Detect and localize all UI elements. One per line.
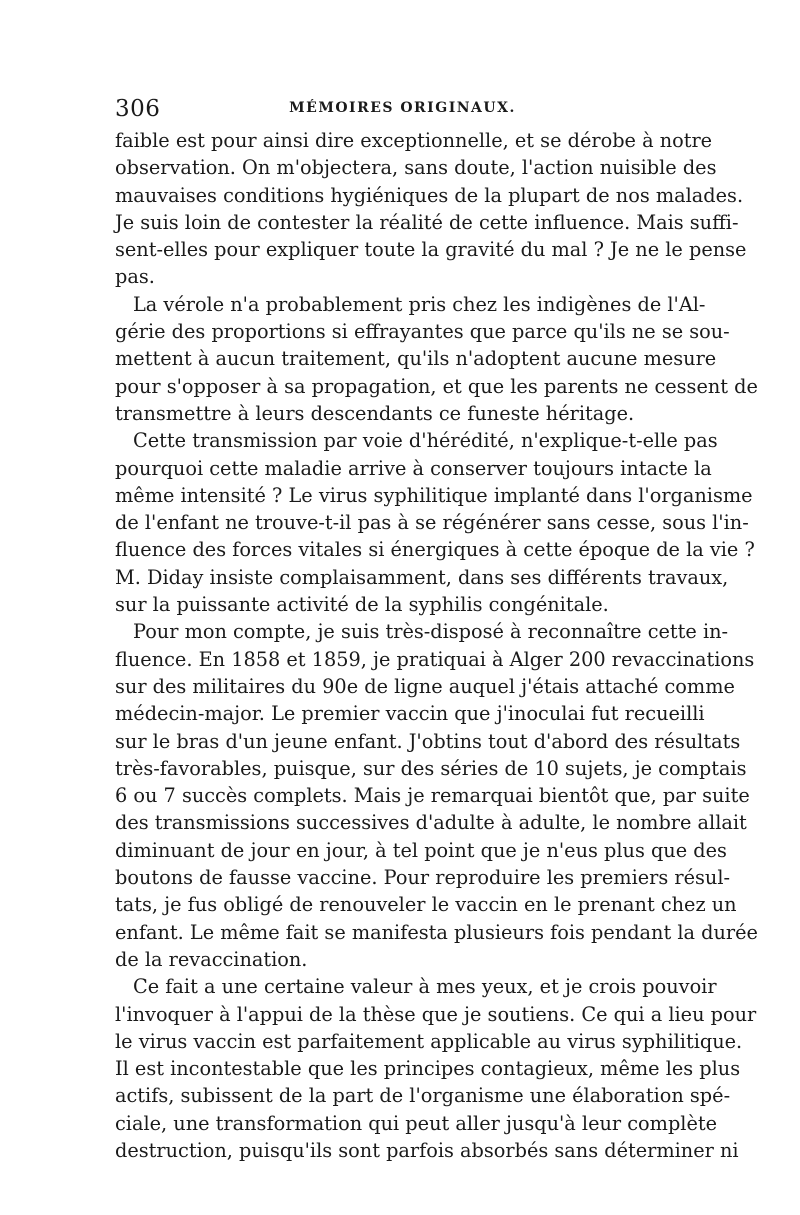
- text-line: de l'enfant ne trouve-t-il pas à se régénérer sans cesse, sous l'in-: [115, 511, 749, 535]
- text-line: pour s'opposer à sa propagation, et que les parents ne cessent de: [115, 374, 758, 398]
- text-line: de la revaccination.: [115, 947, 308, 971]
- text-line: Pour mon compte, je suis très-disposé à reconnaître cette in-: [133, 620, 729, 644]
- text-line: très-favorables, puisque, sur des séries de 10 sujets, je comptais: [115, 756, 747, 780]
- text-line: pas.: [115, 265, 155, 289]
- text-line: sur la puissante activité de la syphilis congénitale.: [115, 593, 609, 617]
- text-line: fluence. En 1858 et 1859, je pratiquai à Alger 200 revaccinations: [115, 647, 755, 671]
- text-line: diminuant de jour en jour, à tel point que je n'eus plus que des: [115, 838, 727, 862]
- page-number: 306: [115, 96, 161, 122]
- text-line: gérie des proportions si effrayantes que parce qu'ils ne se sou-: [115, 320, 730, 344]
- text-line: faible est pour ainsi dire exceptionnelle, et se dérobe à notre: [115, 129, 713, 152]
- text-line: destruction, puisqu'ils sont parfois absorbés sans déterminer ni: [115, 1138, 739, 1162]
- text-line: transmettre à leurs descendants ce funeste héritage.: [115, 401, 635, 425]
- text-line: pourquoi cette maladie arrive à conserver toujours intacte la: [115, 456, 712, 480]
- text-line: sur des militaires du 90e de ligne auquel j'étais attaché comme: [115, 674, 735, 698]
- text-line: fluence des forces vitales si énergiques à cette époque de la vie ?: [115, 538, 755, 562]
- text-line: ciale, une transformation qui peut aller jusqu'à leur complète: [115, 1111, 718, 1135]
- text-line: 6 ou 7 succès complets. Mais je remarquai bientôt que, par suite: [115, 784, 750, 808]
- text-line: Il est incontestable que les principes contagieux, même les plus: [115, 1057, 741, 1081]
- text-line: boutons de fausse vaccine. Pour reproduire les premiers résul-: [115, 866, 731, 890]
- text-line: mauvaises conditions hygiéniques de la plupart de nos malades.: [115, 183, 744, 207]
- text-line: Je suis loin de contester la réalité de cette influence. Mais suffi-: [115, 210, 739, 234]
- text-line: mettent à aucun traitement, qu'ils n'adoptent aucune mesure: [115, 347, 717, 371]
- text-line: des transmissions successives d'adulte à adulte, le nombre allait: [115, 811, 747, 835]
- text-line: l'invoquer à l'appui de la thèse que je soutiens. Ce qui a lieu pour: [115, 1002, 757, 1026]
- text-line: La vérole n'a probablement pris chez les indigènes de l'Al-: [133, 292, 706, 316]
- running-title: MÉMOIRES ORIGINAUX.: [289, 100, 516, 116]
- text-line: même intensité ? Le virus syphilitique implanté dans l'organisme: [115, 483, 753, 507]
- text-line: sur le bras d'un jeune enfant. J'obtins tout d'abord des résultats: [115, 729, 741, 753]
- text-line: enfant. Le même fait se manifesta plusieurs fois pendant la durée: [115, 920, 758, 944]
- text-line: médecin-major. Le premier vaccin que j'inoculai fut recueilli: [115, 702, 705, 726]
- body-text: [115, 127, 758, 1164]
- text-line: actifs, subissent de la part de l'organisme une élaboration spé-: [115, 1084, 731, 1108]
- text-line: le virus vaccin est parfaitement applicable au virus syphilitique.: [115, 1029, 743, 1053]
- text-line: Ce fait a une certaine valeur à mes yeux, et je crois pouvoir: [133, 975, 717, 999]
- text-line: tats, je fus obligé de renouveler le vaccin en le prenant chez un: [115, 893, 737, 917]
- text-line: sent-elles pour expliquer toute la gravité du mal ? Je ne le pense: [115, 238, 747, 262]
- page-header: [115, 96, 690, 126]
- text-line: Cette transmission par voie d'hérédité, n'explique-t-elle pas: [133, 429, 718, 453]
- text-line: M. Diday insiste complaisamment, dans ses différents travaux,: [115, 565, 729, 589]
- text-line: observation. On m'objectera, sans doute, l'action nuisible des: [115, 156, 717, 180]
